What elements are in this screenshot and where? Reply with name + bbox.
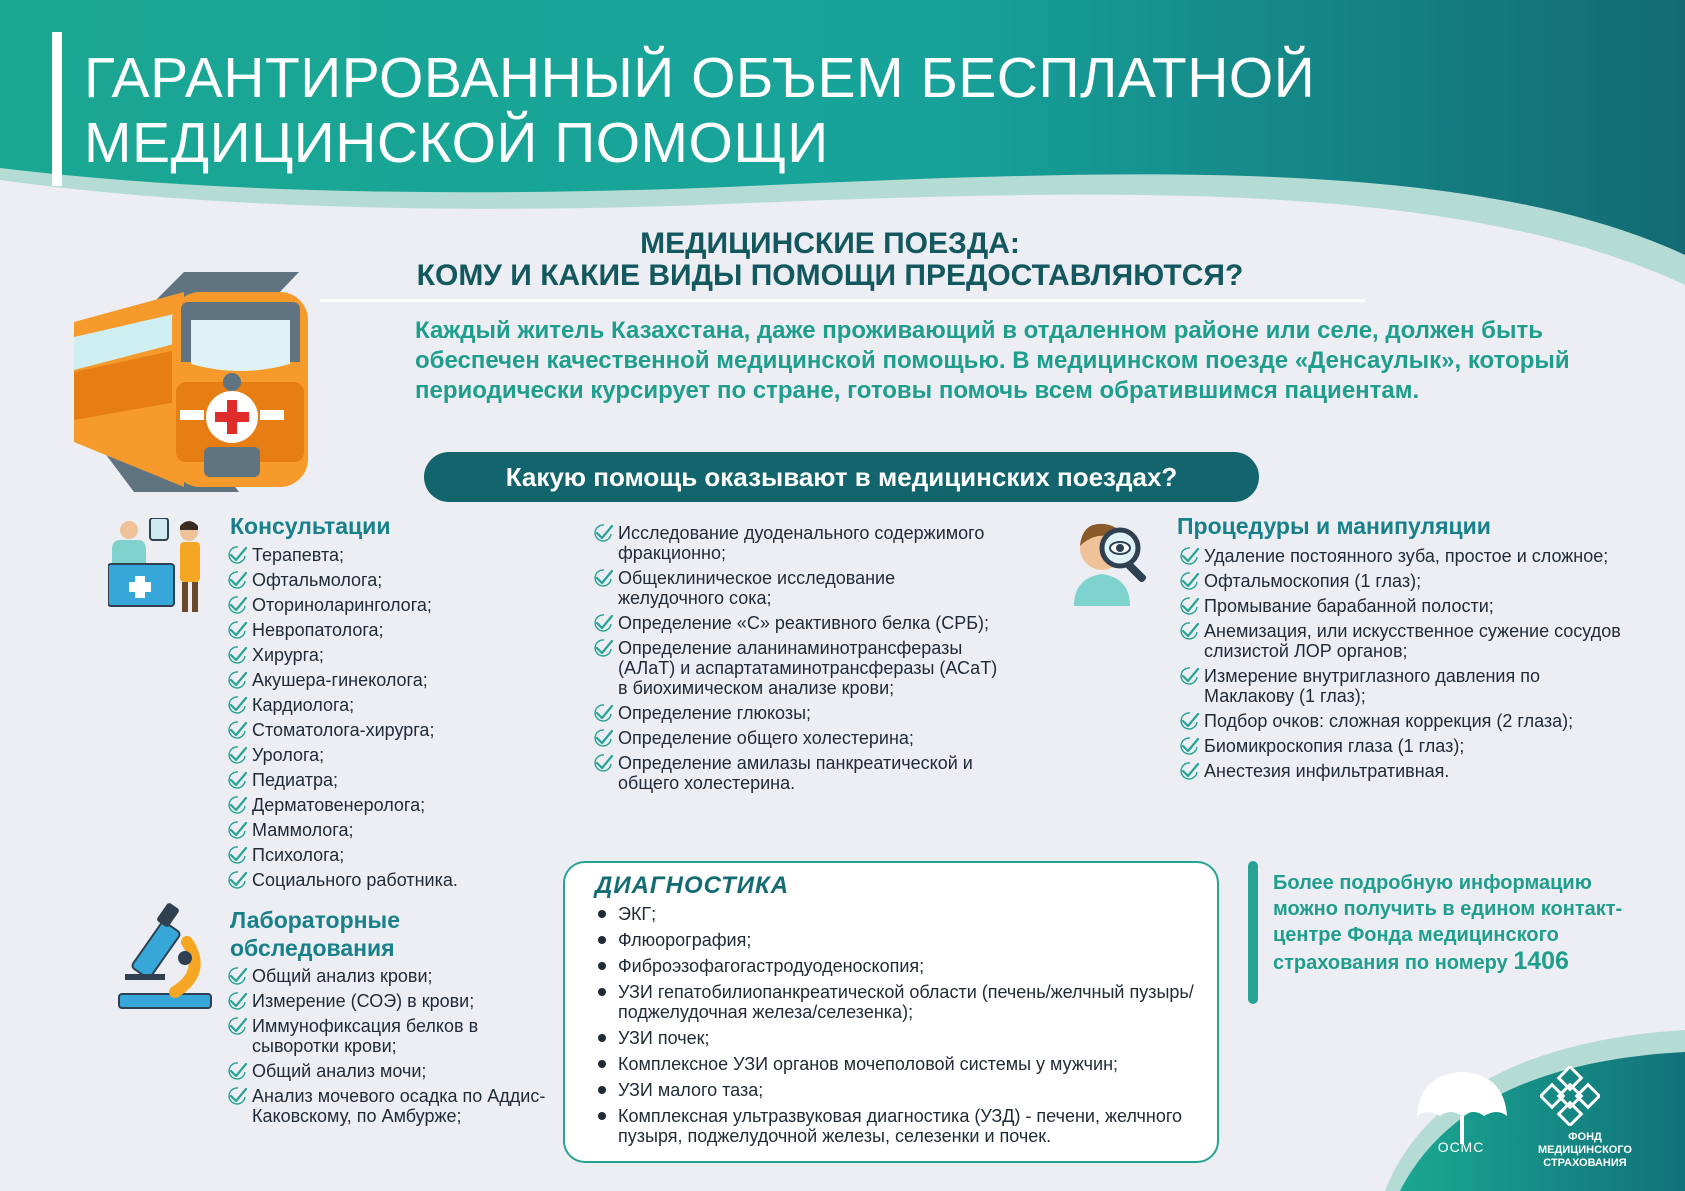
check-icon [594, 637, 614, 657]
check-icon [1180, 570, 1200, 590]
list-item [228, 991, 558, 1011]
list-item-text: Общеклиническое исследование желудочного сока; [618, 568, 896, 608]
list-item-text: Иммунофиксация белков в сыворотки крови; [252, 1016, 479, 1056]
list-item-text: Невропатолога; [252, 620, 384, 640]
lab-title-line-2: обследования [230, 935, 395, 961]
lab-title-line-1: Лабораторные [230, 907, 400, 933]
check-icon [1180, 760, 1200, 780]
list-item-text: Определение общего холестерина; [618, 728, 914, 748]
check-icon [594, 727, 614, 747]
intro-paragraph: Каждый житель Казахстана, даже проживающий в отдаленном районе или селе, должен быть обеспечен качественной медицинской помощью. В медицинском поезде «Денсаулык», который периодически курсирует по стране, готовы помочь всем обратившимся пациентам. [415, 317, 1570, 404]
title-line-2: МЕДИЦИНСКОЙ ПОМОЩИ [84, 111, 829, 175]
diagnostics-item: ЭКГ; [598, 904, 1198, 924]
list-item [594, 753, 1004, 793]
diagnostics-list [598, 904, 1198, 1152]
list-item-text: Терапевта; [252, 545, 344, 565]
doctor-magnifier-icon [1068, 516, 1163, 606]
list-item [1180, 736, 1625, 756]
section-subtitle [330, 228, 1330, 292]
check-icon [228, 1015, 248, 1035]
check-icon [228, 544, 248, 564]
check-icon [228, 844, 248, 864]
list-item-text: Офтальмолога; [252, 570, 383, 590]
check-icon [594, 612, 614, 632]
list-item [228, 770, 558, 790]
check-icon [228, 569, 248, 589]
list-item-text: Акушера-гинеколога; [252, 670, 428, 690]
check-icon [228, 794, 248, 814]
check-icon [594, 522, 614, 542]
list-item-text: Определение глюкозы; [618, 703, 812, 723]
medical-train-icon [64, 262, 314, 502]
check-icon [1180, 710, 1200, 730]
microscope-icon [115, 902, 215, 1012]
list-item [1180, 596, 1625, 616]
fms-logo-text: ФОНД МЕДИЦИНСКОГО СТРАХОВАНИЯ [1538, 1131, 1632, 1169]
check-icon [228, 619, 248, 639]
check-icon [228, 719, 248, 739]
list-item [1180, 621, 1625, 661]
list-item [228, 966, 558, 986]
question-banner: Какую помощь оказывают в медицинских поездах? [424, 452, 1259, 502]
diagnostics-item: УЗИ гепатобилиопанкреатической области (печень/желчный пузырь/ поджелудочная железа/селезенка); [598, 982, 1198, 1022]
list-item [228, 570, 558, 590]
doctor-consultation-icon [108, 518, 213, 618]
subtitle-line-1: МЕДИЦИНСКИЕ ПОЕЗДА: [640, 227, 1020, 260]
list-item [1180, 571, 1625, 591]
consultations-title: Консультации [230, 513, 391, 539]
contact-info [1273, 870, 1633, 976]
check-icon [228, 644, 248, 664]
check-icon [594, 702, 614, 722]
check-icon [228, 594, 248, 614]
list-item-text: Промывание барабанной полости; [1204, 596, 1494, 616]
check-icon [228, 869, 248, 889]
check-icon [228, 819, 248, 839]
diagnostics-item: Комплексное УЗИ органов мочеполовой системы у мужчин; [598, 1054, 1198, 1074]
check-icon [228, 1060, 248, 1080]
check-icon [594, 567, 614, 587]
page-title [84, 46, 1315, 176]
list-item [594, 703, 1004, 723]
list-item-text: Подбор очков: сложная коррекция (2 глаза); [1204, 711, 1574, 731]
list-item [228, 545, 558, 565]
list-item [228, 670, 558, 690]
lab-list [228, 966, 558, 1131]
list-item-text: Офтальмоскопия (1 глаз); [1204, 571, 1422, 591]
check-icon [228, 669, 248, 689]
lab-continued-list [594, 523, 1004, 798]
list-item-text: Социального работника. [252, 870, 458, 890]
diagnostics-item: Комплексная ультразвуковая диагностика (УЗД) - печени, желчного пузыря, поджелудочной железы, селезенки и почек. [598, 1106, 1198, 1146]
list-item-text: Стоматолога-хирурга; [252, 720, 435, 740]
list-item-text: Измерение внутриглазного давления по Маклакову (1 глаз); [1204, 666, 1540, 706]
diagnostics-item: Флюорография; [598, 930, 1198, 950]
diagnostics-title: ДИАГНОСТИКА [595, 872, 790, 899]
check-icon [1180, 665, 1200, 685]
list-item [594, 613, 1004, 633]
list-item [228, 695, 558, 715]
odms-logo-text: ОСМС [1437, 1139, 1485, 1155]
check-icon [228, 694, 248, 714]
list-item [594, 638, 1004, 698]
list-item [228, 1061, 558, 1081]
info-accent-bar [1248, 861, 1258, 1004]
list-item-text: Определение амилазы панкреатической и общего холестерина. [618, 753, 973, 793]
lab-title [230, 906, 400, 962]
list-item-text: Кардиолога; [252, 695, 355, 715]
title-accent-bar [52, 32, 62, 186]
list-item [1180, 761, 1625, 781]
list-item [1180, 546, 1625, 566]
check-icon [228, 990, 248, 1010]
list-item [228, 845, 558, 865]
list-item-text: Определение аланинаминотрансферазы (АЛаТ) и аспартатаминотрансферазы (АСаТ) в биохимическом анализе крови; [618, 638, 998, 698]
diagnostics-item: УЗИ малого таза; [598, 1080, 1198, 1100]
list-item-text: Измерение (СОЭ) в крови; [252, 991, 475, 1011]
list-item-text: Оториноларинголога; [252, 595, 432, 615]
consultations-list [228, 545, 558, 895]
list-item [1180, 666, 1625, 706]
list-item [228, 1086, 558, 1126]
list-item [228, 645, 558, 665]
procedures-title: Процедуры и манипуляции [1177, 513, 1491, 539]
list-item-text: Биомикроскопия глаза (1 глаз); [1204, 736, 1465, 756]
list-item [228, 870, 558, 890]
check-icon [1180, 545, 1200, 565]
check-icon [228, 965, 248, 985]
contact-info-text: Более подробную информацию можно получить в едином контакт-центре Фонда медицинского страхования по номеру [1273, 872, 1623, 974]
check-icon [228, 744, 248, 764]
list-item [228, 620, 558, 640]
list-item-text: Анемизация, или искусственное сужение сосудов слизистой ЛОР органов; [1204, 621, 1621, 661]
diagnostics-item: Фиброэзофагогастродуоденоскопия; [598, 956, 1198, 976]
list-item-text: Маммолога; [252, 820, 354, 840]
check-icon [1180, 595, 1200, 615]
list-item [228, 745, 558, 765]
list-item-text: Анестезия инфильтративная. [1204, 761, 1450, 781]
contact-number: 1406 [1513, 947, 1569, 975]
subtitle-line-2: КОМУ И КАКИЕ ВИДЫ ПОМОЩИ ПРЕДОСТАВЛЯЮТСЯ? [416, 259, 1244, 292]
check-icon [228, 1085, 248, 1105]
list-item [228, 795, 558, 815]
list-item [228, 720, 558, 740]
list-item-text: Анализ мочевого осадка по Аддис-Каковскому, по Амбурже; [252, 1086, 546, 1126]
check-icon [1180, 735, 1200, 755]
fund-snowflake-logo-icon [1540, 1066, 1600, 1126]
check-icon [594, 752, 614, 772]
list-item-text: Уролога; [252, 745, 325, 765]
list-item-text: Педиатра; [252, 770, 338, 790]
list-item-text: Общий анализ крови; [252, 966, 433, 986]
list-item-text: Хирурга; [252, 645, 324, 665]
title-line-1: ГАРАНТИРОВАННЫЙ ОБЪЕМ БЕСПЛАТНОЙ [84, 46, 1316, 110]
list-item [594, 523, 1004, 563]
list-item-text: Исследование дуоденального содержимого фракционно; [618, 523, 985, 563]
list-item [228, 1016, 558, 1056]
list-item-text: Удаление постоянного зуба, простое и сложное; [1204, 546, 1609, 566]
subtitle-underline [320, 299, 1365, 302]
list-item [1180, 711, 1625, 731]
list-item-text: Психолога; [252, 845, 345, 865]
check-icon [1180, 620, 1200, 640]
list-item [594, 728, 1004, 748]
list-item [228, 595, 558, 615]
list-item [228, 820, 558, 840]
procedures-list [1180, 546, 1625, 786]
list-item-text: Определение «С» реактивного белка (СРБ); [618, 613, 990, 633]
list-item [594, 568, 1004, 608]
diagnostics-item: УЗИ почек; [598, 1028, 1198, 1048]
list-item-text: Общий анализ мочи; [252, 1061, 427, 1081]
check-icon [228, 769, 248, 789]
list-item-text: Дерматовенеролога; [252, 795, 426, 815]
